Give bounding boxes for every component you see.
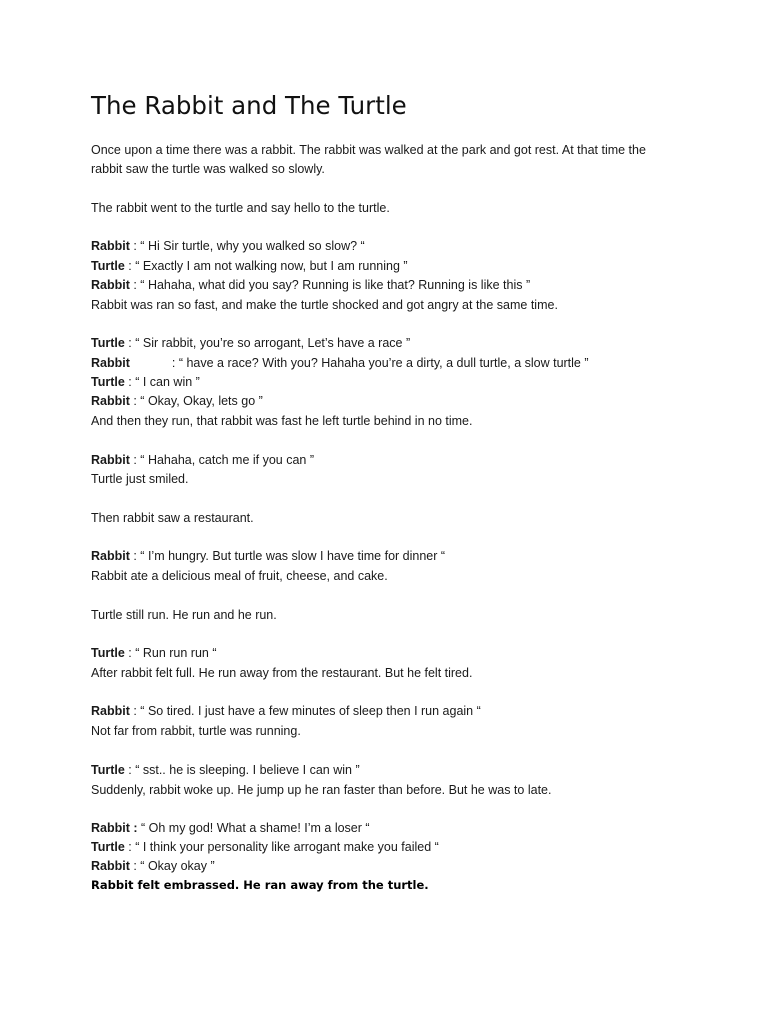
speaker-name: Turtle	[91, 336, 125, 350]
narration-paragraph: Turtle still run. He run and he run.	[91, 608, 277, 622]
dialogue-line	[91, 237, 365, 256]
narration-line: And then they run, that rabbit was fast he left turtle behind in no time.	[91, 414, 473, 428]
dialogue-line	[91, 354, 589, 373]
narration-line: Suddenly, rabbit woke up. He jump up he ran faster than before. But he was to late.	[91, 783, 552, 797]
dialogue-line	[91, 819, 370, 838]
dialogue-text: : “ have a race? With you? Hahaha you’re a dirty, a dull turtle, a slow turtle ”	[171, 356, 589, 370]
narration-line: Rabbit was ran so fast, and make the turtle shocked and got angry at the same time.	[91, 298, 558, 312]
dialogue-text: : “ So tired. I just have a few minutes of sleep then I run again “	[129, 704, 481, 718]
dialogue-text: : “ sst.. he is sleeping. I believe I can win ”	[124, 763, 360, 777]
speaker-name: Rabbit	[91, 704, 130, 718]
dialogue-text: : “ Hahaha, catch me if you can ”	[129, 453, 315, 467]
dialogue-line	[91, 451, 314, 470]
dialogue-line	[91, 761, 360, 780]
dialogue-text: : “ Sir rabbit, you’re so arrogant, Let’s have a race ”	[124, 336, 411, 350]
dialogue-line	[91, 392, 263, 411]
dialogue-text: : “ Okay okay ”	[129, 859, 215, 873]
dialogue-line	[91, 334, 410, 353]
speaker-name: Rabbit	[91, 356, 130, 370]
dialogue-text: : “ Exactly I am not walking now, but I am running ”	[124, 259, 408, 273]
final-line: Rabbit felt embrassed. He ran away from the turtle.	[91, 878, 429, 892]
speaker-name: Turtle	[91, 375, 125, 389]
speaker-name: Rabbit	[91, 278, 130, 292]
document-title: The Rabbit and The Turtle	[91, 91, 407, 120]
dialogue-text: : “ I can win ”	[124, 375, 200, 389]
narration-paragraph: The rabbit went to the turtle and say hello to the turtle.	[91, 201, 390, 215]
dialogue-text: “ Oh my god! What a shame! I’m a loser “	[137, 821, 370, 835]
dialogue-line	[91, 373, 200, 392]
speaker-name: Turtle	[91, 763, 125, 777]
dialogue-text: : “ Hahaha, what did you say? Running is like that? Running is like this ”	[129, 278, 531, 292]
narration-line: Not far from rabbit, turtle was running.	[91, 724, 301, 738]
dialogue-text: : “ Run run run “	[124, 646, 217, 660]
dialogue-text: : “ Hi Sir turtle, why you walked so slow? “	[129, 239, 365, 253]
speaker-name: Rabbit :	[91, 821, 138, 835]
speaker-name: Turtle	[91, 646, 125, 660]
speaker-name: Rabbit	[91, 859, 130, 873]
dialogue-line	[91, 276, 530, 295]
speaker-name: Rabbit	[91, 239, 130, 253]
narration-line: Rabbit ate a delicious meal of fruit, cheese, and cake.	[91, 569, 388, 583]
narration-line: After rabbit felt full. He run away from the restaurant. But he felt tired.	[91, 666, 473, 680]
dialogue-line	[91, 257, 408, 276]
intro-line: rabbit saw the turtle was walked so slowly.	[91, 162, 325, 176]
speaker-name: Rabbit	[91, 549, 130, 563]
dialogue-text: : “ I think your personality like arrogant make you failed “	[124, 840, 439, 854]
speaker-name: Turtle	[91, 840, 125, 854]
intro-line: Once upon a time there was a rabbit. The rabbit was walked at the park and got rest. At that time the	[91, 143, 646, 157]
dialogue-line	[91, 857, 215, 876]
speaker-name: Rabbit	[91, 453, 130, 467]
dialogue-line	[91, 644, 217, 663]
dialogue-line	[91, 838, 439, 857]
speaker-name: Rabbit	[91, 394, 130, 408]
dialogue-line	[91, 547, 445, 566]
dialogue-line	[91, 702, 481, 721]
dialogue-text: : “ I’m hungry. But turtle was slow I have time for dinner “	[129, 549, 446, 563]
dialogue-text: : “ Okay, Okay, lets go ”	[129, 394, 263, 408]
speaker-name: Turtle	[91, 259, 125, 273]
narration-paragraph: Then rabbit saw a restaurant.	[91, 511, 254, 525]
narration-line: Turtle just smiled.	[91, 472, 189, 486]
